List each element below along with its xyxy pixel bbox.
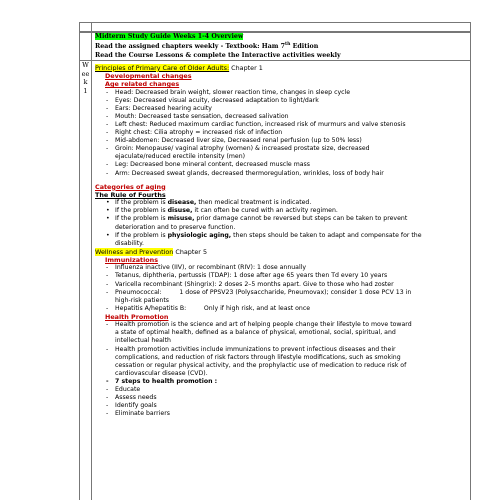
list-item-text: If the problem is (115, 199, 168, 207)
dash-bullet-icon: - (106, 410, 109, 418)
textbook-edition-sup: th (285, 42, 291, 48)
list-item-text: Tetanus, diphtheria, pertussis (TDAP): 1 dose after age 65 years then Td every 10 years (115, 272, 388, 280)
health-promotion-list (95, 321, 467, 418)
list-item-continuation (95, 297, 467, 305)
list-item-text: then steps should be taken to adapt and compensate for the (231, 231, 422, 239)
rule-of-fourths-list (95, 199, 467, 248)
list-item-text: 7 steps to health promotion : (115, 377, 218, 385)
list-item (95, 281, 467, 289)
dash-bullet-icon: - (106, 304, 109, 312)
list-item (95, 232, 467, 240)
week-label-part: W (82, 61, 89, 69)
dash-bullet-icon: - (106, 129, 109, 137)
list-item (95, 215, 467, 223)
immunizations-list (95, 264, 467, 313)
list-item (95, 410, 467, 418)
list-item (95, 129, 467, 137)
dash-bullet-icon: - (106, 288, 109, 296)
principles-chapter: Chapter 1 (229, 63, 263, 72)
dash-bullet-icon: - (106, 161, 109, 169)
list-item-text: Mouth: Decreased taste sensation, decreased salivation (115, 112, 289, 120)
list-item-text: Educate (115, 385, 141, 393)
list-item-continuation (95, 362, 467, 370)
textbook-line (95, 41, 467, 51)
list-item-text: disability. (115, 239, 144, 247)
dot-bullet-icon: • (106, 207, 110, 215)
list-item-text: Eyes: Decreased visual acuity, decreased adaptation to light/dark (115, 96, 319, 104)
dash-bullet-icon: - (106, 96, 109, 104)
immunizations-heading: Immunizations (105, 256, 159, 265)
list-item (95, 289, 467, 297)
dash-bullet-icon: - (106, 264, 109, 272)
list-item-continuation (95, 337, 467, 345)
list-item-text: prior damage cannot be reversed but steps can be taken to prevent (194, 215, 408, 223)
list-item (95, 137, 467, 145)
list-item-text: Identify goals (115, 402, 157, 410)
rule-of-fourths-heading: The Rule of Fourths (95, 190, 166, 199)
list-item-emphasis: misuse, (167, 215, 195, 223)
document-body (95, 33, 467, 418)
list-item-continuation (95, 329, 467, 337)
list-item-text: Right chest: Cilia atrophy = increased risk of infection (115, 129, 283, 137)
list-item-text: ejaculate/reduced erectile intensity (men) (115, 153, 246, 161)
list-item (95, 121, 467, 129)
dot-bullet-icon: • (106, 231, 110, 239)
list-item-text: If the problem is (115, 231, 168, 239)
list-item-text: Head: Decreased brain weight, slower reaction time, changes in sleep cycle (115, 88, 351, 96)
list-item-text: intellectual health (115, 337, 171, 345)
list-item-text: Health promotion activities include immunizations to prevent infectious diseases and their (115, 345, 396, 353)
list-item (95, 402, 467, 410)
list-item-text: Hepatitis A/hepatitis B: Only if high risk, and at least once (115, 304, 311, 312)
list-item-text: deterioration and to preserve function. (115, 223, 236, 231)
list-item (95, 97, 467, 105)
textbook-edition-text: Edition (290, 43, 319, 51)
list-item (95, 161, 467, 169)
list-item-continuation (95, 153, 467, 161)
list-item-text: Influenza inactive (IIV), or recombinant (RIV): 1 dose annually (115, 264, 307, 272)
list-item (95, 272, 467, 280)
dash-bullet-icon: - (106, 377, 109, 385)
course-lessons-line: Read the Course Lessons & complete the Interactive activities weekly (95, 51, 341, 59)
list-item (95, 113, 467, 121)
week-label (80, 61, 91, 95)
dash-bullet-icon: - (106, 137, 109, 145)
week-label-part: k (83, 78, 88, 86)
list-item-text: If the problem is (115, 215, 168, 223)
age-related-changes-heading: Age related changes (105, 80, 180, 89)
list-item (95, 346, 467, 354)
textbook-line-text: Read the assigned chapters weekly - Textbook: Ham 7 (95, 43, 286, 51)
principles-title: Principles of Primary Care of Older Adults: (95, 63, 230, 72)
dash-bullet-icon: - (106, 272, 109, 280)
list-item-emphasis: physiologic aging, (167, 231, 232, 239)
list-item-continuation (95, 370, 467, 378)
guide-title (95, 33, 467, 41)
dash-bullet-icon: - (106, 169, 109, 177)
list-item (95, 199, 467, 207)
age-changes-list (95, 89, 467, 178)
list-item (95, 170, 467, 178)
table-right-border (470, 22, 471, 500)
dot-bullet-icon: • (106, 199, 110, 207)
list-item (95, 145, 467, 153)
week-label-part: ee (81, 69, 90, 78)
week-label-part: 1 (83, 86, 88, 95)
list-item-text: If the problem is (115, 207, 168, 215)
list-item-text: cardiovascular disease (CVD). (115, 369, 208, 377)
list-item-text: complications, and reduction of risk factors through lifestyle modifications, such as smoking (115, 353, 401, 361)
developmental-changes-heading: Developmental changes (105, 72, 192, 80)
table-top-row (79, 22, 471, 32)
wellness-heading (95, 248, 467, 256)
table-column-divider (91, 22, 92, 500)
dash-bullet-icon: - (106, 345, 109, 353)
list-item (95, 305, 467, 313)
list-item-text: high-risk patients (115, 296, 170, 304)
list-item (95, 89, 467, 97)
dash-bullet-icon: - (106, 120, 109, 128)
dash-bullet-icon: - (106, 385, 109, 393)
guide-title-text: Midterm Study Guide Weeks 1-4 Overview (95, 33, 244, 40)
list-item-text: Varicella recombinant (Shingrix): 2 doses 2–5 months apart. Give to those who had zoster (115, 280, 394, 288)
dash-bullet-icon: - (106, 104, 109, 112)
dash-bullet-icon: - (106, 402, 109, 410)
list-item-text: Health promotion is the science and art of helping people change their lifestyle to move toward (115, 321, 412, 329)
list-item (95, 386, 467, 394)
list-item-text: Left chest: Reduced maximum cardiac function, increased risk of murmurs and valve stenosis (115, 120, 406, 128)
list-item (95, 394, 467, 402)
list-item (95, 105, 467, 113)
wellness-title: Wellness and Prevention (95, 247, 174, 256)
dash-bullet-icon: - (106, 145, 109, 153)
list-item-text: Mid-abdomen: Decreased liver size, Decreased renal perfusion (up to 50% less) (115, 137, 362, 145)
dot-bullet-icon: • (106, 215, 110, 223)
list-item-text: then medical treatment is indicated. (196, 199, 312, 207)
list-item-continuation (95, 240, 467, 248)
list-item-text: Leg: Decreased bone mineral content, decreased muscle mass (115, 161, 310, 169)
list-item (95, 378, 467, 386)
list-item-text: Arm: Decreased sweat glands, decreased thermoregulation, wrinkles, loss of body hair (115, 169, 384, 177)
principles-heading (95, 64, 467, 72)
list-item-emphasis: disuse, (167, 207, 193, 215)
list-item-continuation (95, 224, 467, 232)
list-item-text: Groin: Menopause/ vaginal atrophy (women) & increased prostate size, decreased (115, 145, 370, 153)
health-promotion-heading: Health Promotion (105, 312, 169, 321)
dash-bullet-icon: - (106, 321, 109, 329)
list-item-text: Pneumococcal: 1 dose of PPSV23 (Polysaccharide, Pneumovax); consider 1 dose PCV 13 in (115, 288, 412, 296)
list-item-text: it can often be cured with an activity regimen. (192, 207, 338, 215)
list-item-text: Eliminate barriers (115, 410, 170, 418)
list-item-text: Assess needs (115, 394, 157, 402)
dash-bullet-icon: - (106, 280, 109, 288)
list-item (95, 264, 467, 272)
wellness-chapter: Chapter 5 (173, 247, 208, 256)
dash-bullet-icon: - (106, 88, 109, 96)
dash-bullet-icon: - (106, 112, 109, 120)
list-item-text: cessation or regular physical activity, and the prophylactic use of medication to reduce risk of (115, 361, 407, 369)
list-item (95, 321, 467, 329)
list-item (95, 207, 467, 215)
list-item-text: Ears: Decreased hearing acuity (115, 104, 212, 112)
categories-of-aging-heading: Categories of aging (95, 182, 166, 191)
dash-bullet-icon: - (106, 394, 109, 402)
list-item-text: a state of optimal health, defined as a balance of physical, emotional, social, spiritual, and (115, 329, 396, 337)
list-item-continuation (95, 354, 467, 362)
list-item-emphasis: disease, (167, 199, 197, 207)
